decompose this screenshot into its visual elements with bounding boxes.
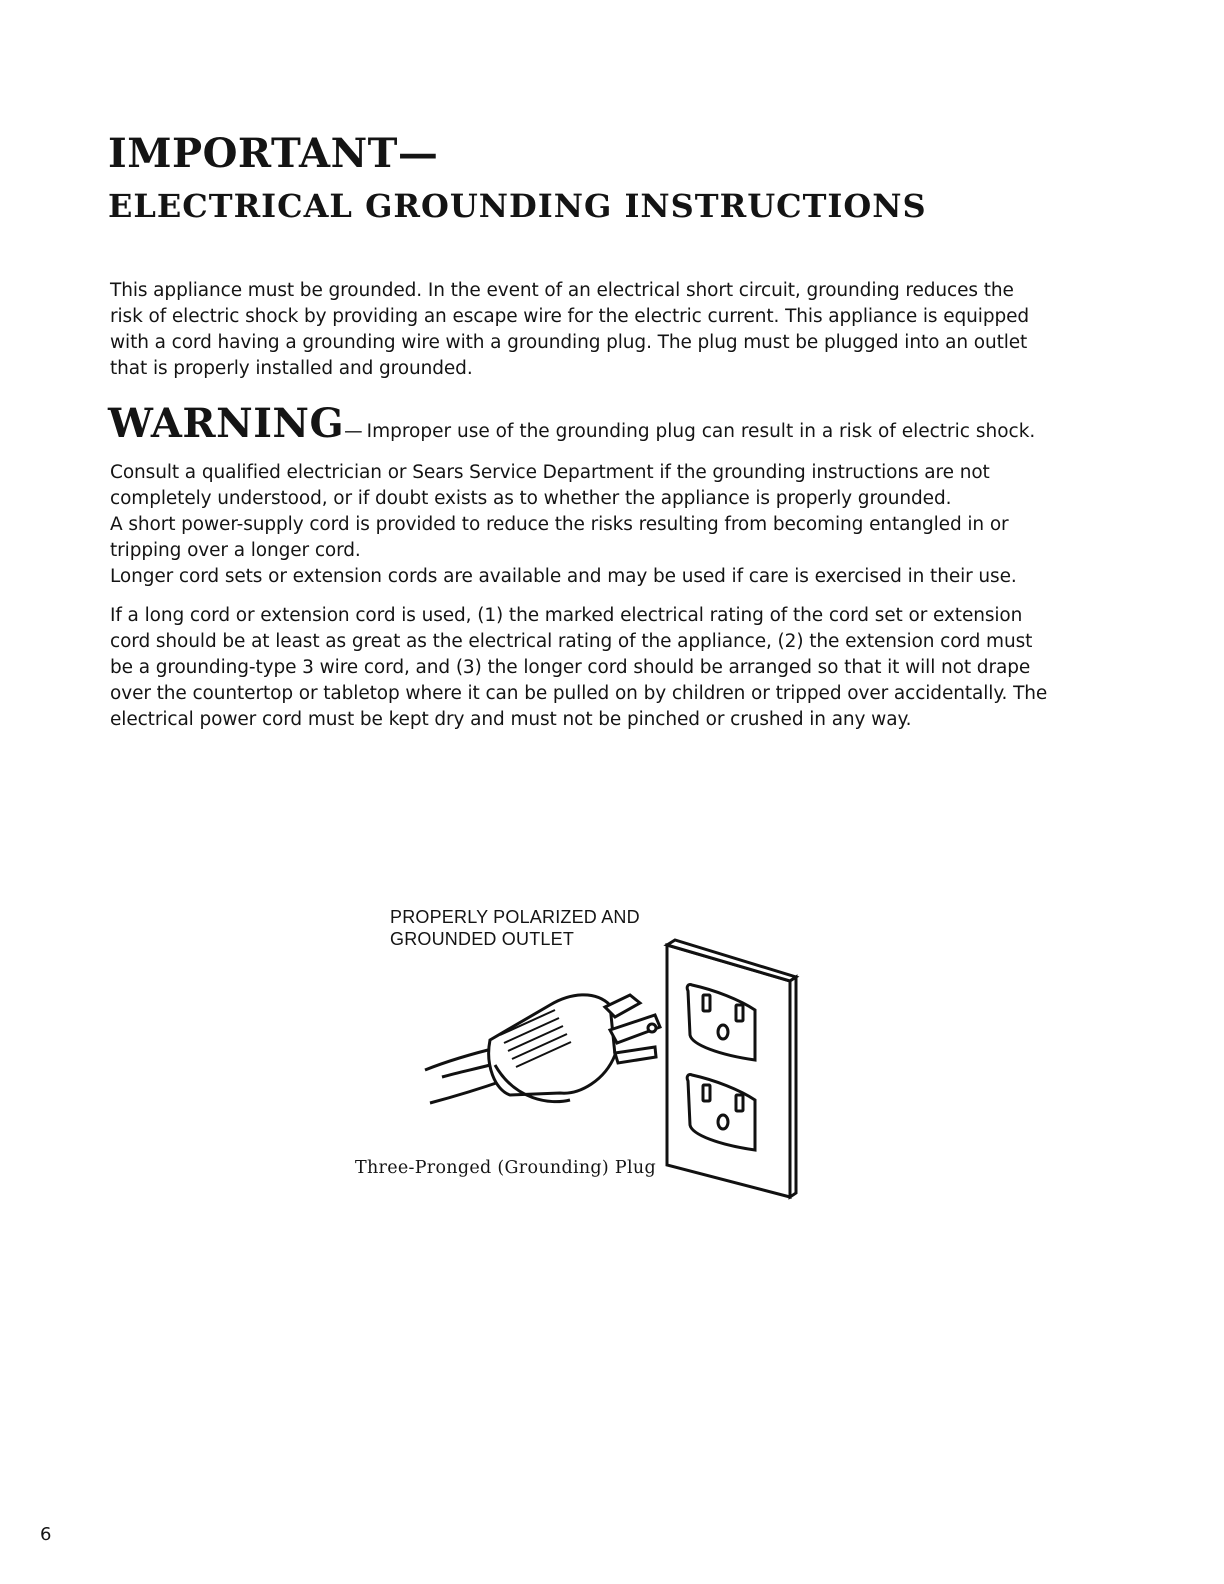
plug-caption: Three-Pronged (Grounding) Plug <box>355 1158 656 1178</box>
extension-cord-paragraph: If a long cord or extension cord is used, (1) the marked electrical rating of the cord set or extension cord should be at least as great as the electrical rating of the appliance, (2) the extension cord must be a grounding-type 3 wire cord, and (3) the longer cord should be arranged so that it will not drape over the countertop or tabletop where it can be pulled on by children or tripped over accidentally. The electrical power cord must be kept dry and must not be pinched or crushed in any way. <box>110 605 1048 730</box>
warning-text: Improper use of the grounding plug can result in a risk of electric shock. <box>366 421 1036 442</box>
short-cord-text: A short power-supply cord is provided to reduce the risks resulting from becoming entangled in or tripping over a longer cord. <box>110 514 1009 561</box>
consult-text: Consult a qualified electrician or Sears Service Department if the grounding instructions are not completely understood, or if doubt exists as to whether the appliance is properly grounded. <box>110 462 990 509</box>
extension-cord-text: Longer cord sets or extension cords are available and may be used if care is exercised in their use. <box>110 566 1017 587</box>
outlet-caption-line2: GROUNDED OUTLET <box>390 929 575 949</box>
grounding-paragraph: This appliance must be grounded. In the event of an electrical short circuit, grounding reduces the risk of electric shock by providing an escape wire for the electric current. This appliance is equipped with a cord having a grounding wire with a grounding plug. The plug must be plugged into an outlet that is properly installed and grounded. <box>110 280 1030 379</box>
consult-paragraph <box>110 460 1050 590</box>
outlet-caption-line1: PROPERLY POLARIZED AND <box>390 907 640 927</box>
page-title: IMPORTANT— <box>108 130 439 177</box>
page-number: 6 <box>40 1524 52 1545</box>
warning-line <box>108 400 1068 447</box>
warning-dash: — <box>344 421 363 442</box>
warning-label: WARNING <box>108 400 345 447</box>
outlet-plate <box>667 940 796 1197</box>
page-subtitle: ELECTRICAL GROUNDING INSTRUCTIONS <box>108 187 927 225</box>
plug-body <box>489 995 615 1102</box>
